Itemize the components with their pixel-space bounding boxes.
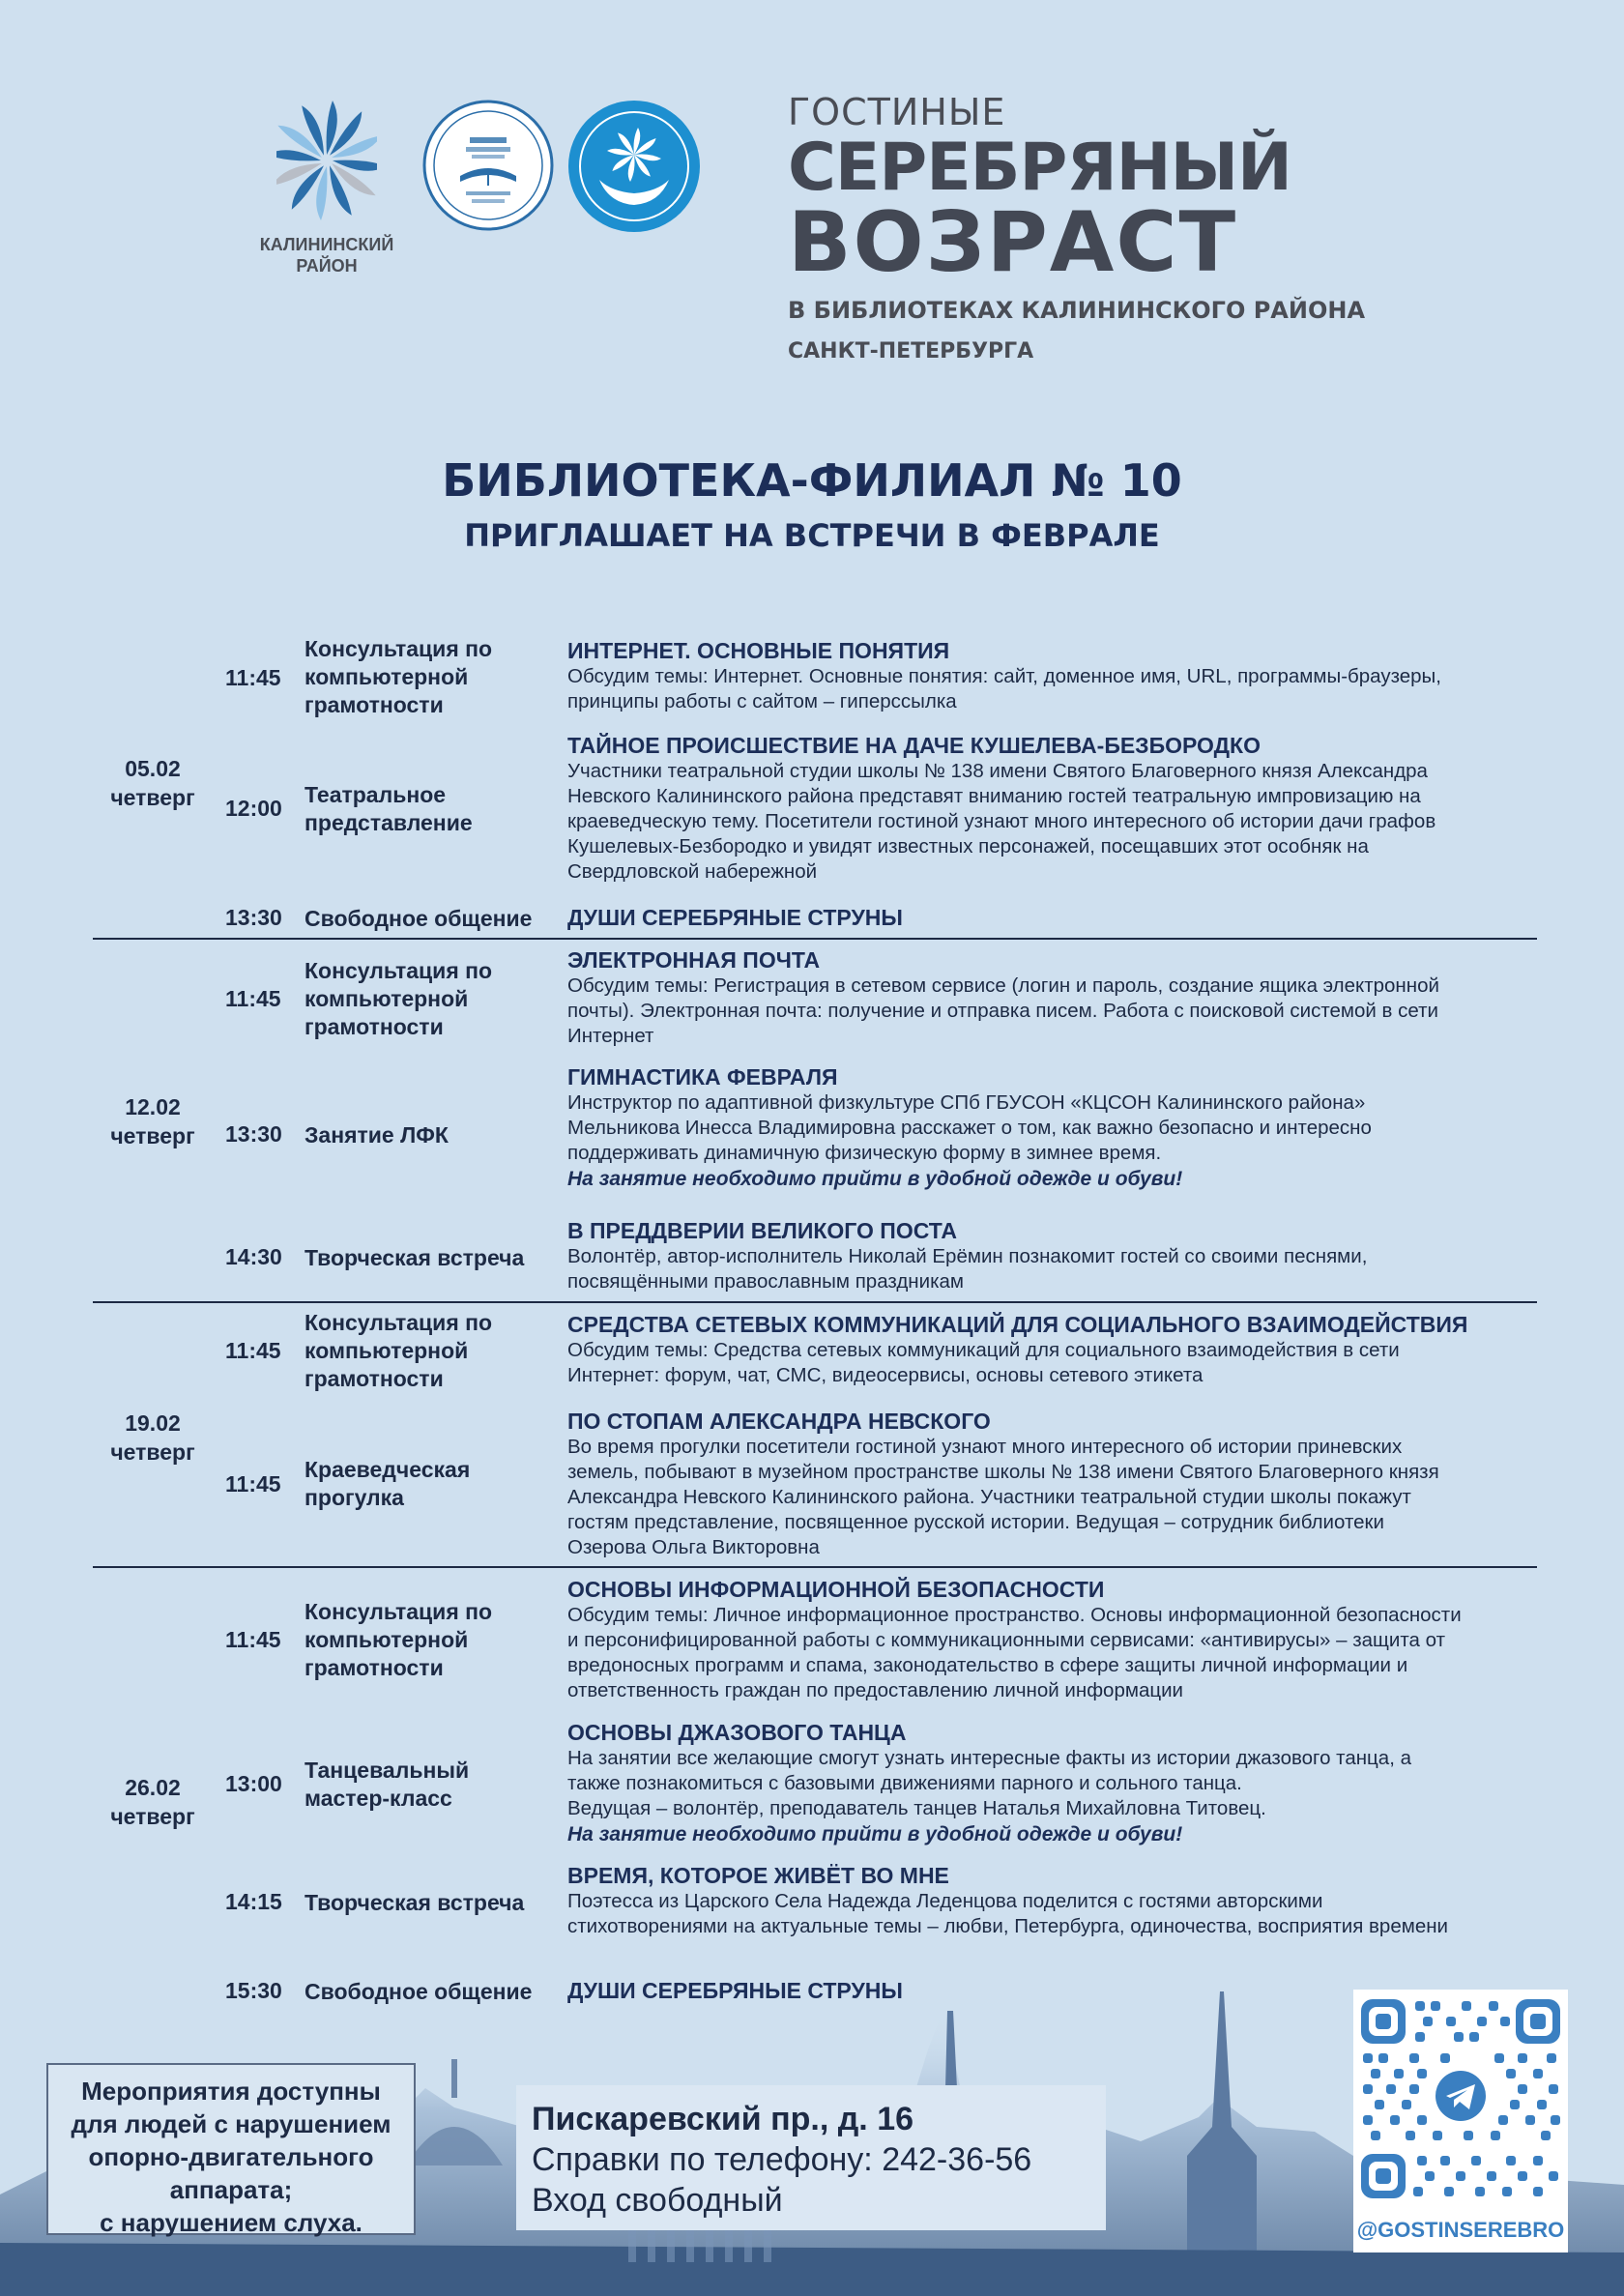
- page-subtitle: ПРИГЛАШАЕТ НА ВСТРЕЧИ В ФЕВРАЛЕ: [464, 517, 1160, 554]
- event-heading: ДУШИ СЕРЕБРЯНЫЕ СТРУНЫ: [567, 1978, 903, 2003]
- event-time: 13:30: [225, 905, 282, 930]
- day-divider: [93, 938, 1537, 940]
- accessibility-box: Мероприятия доступны для людей с нарушением опорно-двигательного аппарата; с нарушением слуха.: [46, 2063, 416, 2235]
- event-heading: ВРЕМЯ, КОТОРОЕ ЖИВЁТ ВО МНЕ: [567, 1863, 949, 1888]
- event-description: Инструктор по адаптивной физкультуре СПб ГБУСОН «КЦСОН Калининского района» Мельникова Инесса Владимировна расскажет о том, как важно безопасно и интересно поддерживать динамичную физическую форму в зимнее время.: [567, 1091, 1372, 1164]
- event-type: Творческая встреча: [304, 1245, 525, 1270]
- event-description: Обсудим темы: Личное информационное пространство. Основы информационной безопасности и персонифицированной работы с коммуникационными сервисами: «антивирусы» – защита от вредоносных программ и спама, законодательство в сфере защиты личной информации и ответственность граждан по предоставлению личной информации: [567, 1604, 1462, 1701]
- brand-line-4: В БИБЛИОТЕКАХ КАЛИНИНСКОГО РАЙОНА: [788, 297, 1366, 324]
- event-note: На занятие необходимо прийти в удобной одежде и обуви!: [567, 1823, 1183, 1846]
- kalininsky-district-logo: [249, 95, 404, 276]
- event-heading: ЭЛЕКТРОННАЯ ПОЧТА: [567, 947, 821, 973]
- event-time: 11:45: [225, 1338, 281, 1363]
- event-time: 13:00: [225, 1771, 282, 1796]
- event-block: [567, 904, 1544, 931]
- brand-line-1: ГОСТИНЫЕ: [788, 91, 1006, 133]
- brand-line-2: СЕРЕБРЯНЫЙ: [788, 130, 1291, 206]
- event-time: 15:30: [225, 1978, 282, 2003]
- library-system-seal-icon: [421, 99, 555, 232]
- event-description: Обсудим темы: Регистрация в сетевом сервисе (логин и пароль, создание ящика электронной почты). Электронная почта: получение и отправка писем. Работа с поисковой системой в сети Интернет: [567, 974, 1439, 1047]
- day-date: 26.02 четверг: [110, 1775, 195, 1829]
- event-type: Свободное общение: [304, 1979, 533, 2004]
- event-note: На занятие необходимо прийти в удобной одежде и обуви!: [567, 1168, 1183, 1190]
- contact-box: [516, 2085, 1106, 2230]
- brand-line-3: ВОЗРАСТ: [788, 194, 1238, 291]
- event-type: Театральное представление: [304, 782, 473, 835]
- event-heading: ОСНОВЫ ИНФОРМАЦИОННОЙ БЕЗОПАСНОСТИ: [567, 1577, 1105, 1602]
- event-heading: ТАЙНОЕ ПРОИСШЕСТВИЕ НА ДАЧЕ КУШЕЛЕВА-БЕЗБОРОДКО: [567, 733, 1261, 758]
- event-block: [567, 1576, 1544, 1703]
- page-title: БИБЛИОТЕКА-ФИЛИАЛ № 10: [442, 454, 1182, 507]
- event-block: [567, 946, 1544, 1049]
- event-heading: ИНТЕРНЕТ. ОСНОВНЫЕ ПОНЯТИЯ: [567, 638, 950, 663]
- event-time: 14:30: [225, 1244, 282, 1269]
- event-description: Поэтесса из Царского Села Надежда Леденцова поделится с гостями авторскими стихотворениями на актуальные темы – любви, Петербурга, одиночества, восприятия времени: [567, 1890, 1448, 1937]
- event-heading: СРЕДСТВА СЕТЕВЫХ КОММУНИКАЦИЙ ДЛЯ СОЦИАЛЬНОГО ВЗАИМОДЕЙСТВИЯ: [567, 1312, 1468, 1337]
- day-date: 05.02 четверг: [110, 756, 195, 810]
- event-time: 11:45: [225, 665, 281, 690]
- address: Пискаревский пр., д. 16: [532, 2101, 914, 2137]
- event-description: На занятии все желающие смогут узнать интересные факты из истории джазового танца, а также познакомиться с базовыми движениями парного и сольного танца. Ведущая – волонтёр, преподаватель танцев Наталья Михайловна Титовец.: [567, 1747, 1411, 1819]
- brand-block: [788, 89, 1387, 365]
- event-block: [567, 637, 1544, 714]
- event-heading: В ПРЕДДВЕРИИ ВЕЛИКОГО ПОСТА: [567, 1218, 957, 1243]
- day-date: 12.02 четверг: [110, 1094, 195, 1148]
- brand-line-5: САНКТ-ПЕТЕРБУРГА: [788, 339, 1034, 363]
- event-heading: ГИМНАСТИКА ФЕВРАЛЯ: [567, 1064, 838, 1090]
- event-type: Консультация по компьютерной грамотности: [304, 636, 493, 717]
- entry-info: Вход свободный: [532, 2182, 783, 2219]
- event-type: Творческая встреча: [304, 1890, 525, 1915]
- district-caption: КАЛИНИНСКИЙ РАЙОН: [259, 235, 394, 276]
- day-date: 19.02 четверг: [110, 1410, 195, 1465]
- event-type: Консультация по компьютерной грамотности: [304, 1310, 493, 1391]
- social-handle: @GOSTINSEREBRO: [1356, 2218, 1565, 2242]
- event-block: [567, 1063, 1544, 1193]
- event-type: Консультация по компьютерной грамотности: [304, 958, 493, 1039]
- swirl-emblem-icon: [276, 95, 377, 226]
- event-time: 13:30: [225, 1121, 282, 1147]
- event-time: 14:15: [225, 1889, 282, 1914]
- event-time: 11:45: [225, 1471, 281, 1497]
- social-care-seal-icon: [566, 99, 702, 234]
- event-heading: ПО СТОПАМ АЛЕКСАНДРА НЕВСКОГО: [567, 1409, 991, 1434]
- event-block: [567, 1408, 1544, 1560]
- event-description: Участники театральной студии школы № 138 имени Святого Благоверного князя Александра Невского Калининского района представят вниманию гостей театральную импровизацию на краеведческую тему. Посетители гостиной узнают много интересного об истории дачи графов Кушелевых-Безбородко и увидят известных персонажей, посещавших этот особняк на Свердловской набережной: [567, 760, 1436, 883]
- event-type: Свободное общение: [304, 906, 533, 931]
- phone-info: Справки по телефону: 242-36-56: [532, 2141, 1032, 2178]
- event-heading: ОСНОВЫ ДЖАЗОВОГО ТАНЦА: [567, 1720, 907, 1745]
- event-block: [567, 1311, 1544, 1388]
- qr-code-icon: [1353, 1990, 1568, 2212]
- event-type: Консультация по компьютерной грамотности: [304, 1599, 493, 1680]
- event-description: Волонтёр, автор-исполнитель Николай Ерёмин познакомит гостей со своими песнями, посвящёнными православным праздникам: [567, 1245, 1368, 1293]
- event-block: [567, 1217, 1544, 1294]
- event-time: 12:00: [225, 796, 282, 821]
- event-heading: ДУШИ СЕРЕБРЯНЫЕ СТРУНЫ: [567, 905, 903, 930]
- event-description: Обсудим темы: Интернет. Основные понятия: сайт, доменное имя, URL, программы-браузеры, принципы работы с сайтом – гиперссылка: [567, 665, 1441, 712]
- event-block: [567, 1719, 1544, 1848]
- event-description: Обсудим темы: Средства сетевых коммуникаций для социального взаимодействия в сети Интернет: форум, чат, СМС, видеосервисы, основы сетевого этикета: [567, 1339, 1400, 1386]
- event-description: Во время прогулки посетители гостиной узнают много интересного об истории приневских земель, побывают в музейном пространстве школы № 138 имени Святого Благоверного князя Александра Невского Калининского района. Участники театральной студии школы покажут гостям представление, посвященное русской истории. Ведущая – сотрудник библиотеки Озерова Ольга Викторовна: [567, 1436, 1439, 1558]
- event-type: Танцевальный мастер-класс: [304, 1758, 470, 1811]
- day-divider: [93, 1566, 1537, 1568]
- event-block: [567, 1862, 1544, 1939]
- event-time: 11:45: [225, 1627, 281, 1652]
- event-type: Занятие ЛФК: [304, 1122, 449, 1148]
- event-type: Краеведческая прогулка: [304, 1457, 471, 1510]
- event-time: 11:45: [225, 986, 281, 1011]
- event-block: [567, 732, 1544, 885]
- qr-code[interactable]: [1353, 1990, 1568, 2252]
- day-divider: [93, 1301, 1537, 1303]
